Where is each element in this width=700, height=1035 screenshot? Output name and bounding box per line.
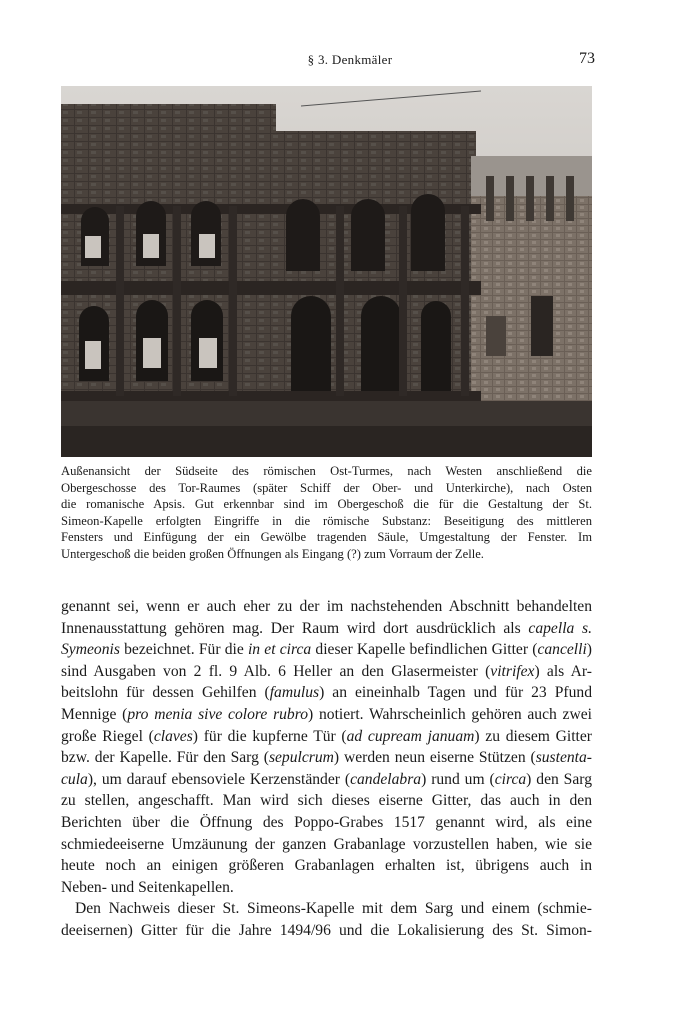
- italic-term: claves: [153, 727, 193, 745]
- body-line: [61, 596, 592, 618]
- text-run: ) werden neun eiserne Stützen (: [333, 749, 536, 767]
- text-run: ): [586, 641, 592, 659]
- body-line: [61, 726, 592, 748]
- text-run: bzw. der Kapelle. Für den Sarg (: [61, 749, 269, 767]
- text-run: Mennige (: [61, 705, 128, 723]
- body-line: [61, 769, 592, 791]
- text-run: heute noch an einigen größeren Grabanlagen erhalten ist, übrigens auch in: [61, 857, 592, 875]
- italic-term: circa: [494, 770, 527, 788]
- body-line: [61, 704, 592, 726]
- body-line: [61, 834, 592, 856]
- text-run: sind Ausgaben von 2 fl. 9 Alb. 6 Heller an den Glasermeister (: [61, 662, 491, 680]
- caption-line: Außenansicht der Südseite des römischen Ost-Turmes, nach Westen anschließend die: [61, 464, 592, 478]
- body-line: [61, 877, 592, 899]
- text-run: Den Nachweis dieser St. Simeons-Kapelle mit dem Sarg und einem (schmie-: [75, 900, 592, 918]
- italic-term: cancelli: [537, 641, 587, 659]
- italic-term: sustenta-: [535, 749, 592, 767]
- text-run: bezeichnet. Für die: [119, 641, 248, 659]
- text-run: ) an eineinhalb Tagen und für 23 Pfund: [319, 684, 592, 702]
- body-line: [61, 790, 592, 812]
- italic-term: capella s.: [528, 619, 593, 637]
- text-run: schmiedeeiserne Umzäunung der ganzen Grabanlage vorzustellen haben, wie sie: [61, 835, 592, 853]
- text-run: große Riegel (: [61, 727, 154, 745]
- text-run: deeisernen) Gitter für die Jahre 1494/96 und die Lokalisierung des St. Simon-: [61, 921, 592, 939]
- text-run: ) den Sarg: [526, 770, 592, 788]
- italic-term: vitrifex: [490, 662, 535, 680]
- italic-term: pro menia sive colore rubro: [127, 705, 309, 723]
- italic-term: cula: [61, 770, 88, 788]
- italic-term: famulus: [269, 684, 320, 702]
- running-head: [0, 50, 700, 70]
- italic-term: in et circa: [247, 641, 312, 659]
- caption-line: die romanische Apsis. Gut erkennbar sind im Obergeschoß die für die Gestaltung der St.: [61, 497, 592, 512]
- body-line: [61, 682, 592, 704]
- italic-term: candelabra: [350, 770, 422, 788]
- text-run: ) zu diesem Gitter: [474, 727, 592, 745]
- body-line: [61, 898, 592, 920]
- text-run: Innenausstattung gehören mag. Der Raum wird dort ausdrücklich als: [61, 619, 529, 637]
- text-run: Neben- und Seitenkapellen.: [61, 878, 234, 896]
- page-number: 73: [579, 50, 595, 67]
- italic-term: sepulcrum: [268, 749, 334, 767]
- caption-line: Fensters und Einfügung der ein Gewölbe tragenden Säule, Umgestaltung der Fenster. Im: [61, 530, 592, 545]
- body-line: [61, 855, 592, 877]
- caption-line: Simeon-Kapelle erfolgten Eingriffe in die römische Substanz: Beseitigung des mittleren: [61, 513, 592, 528]
- text-run: beitslohn für dessen Gehilfen (: [61, 684, 270, 702]
- text-run: zu stellen, angeschafft. Man wird sich dieses eiserne Gitter, das auch in den: [61, 792, 592, 810]
- body-line: [61, 639, 592, 661]
- running-title: § 3. Denkmäler: [307, 52, 393, 67]
- italic-term: Symeonis: [61, 641, 120, 659]
- body-text: [61, 596, 592, 942]
- text-run: ), um darauf ebensoviele Kerzenständer (: [87, 770, 351, 788]
- body-line: [61, 618, 592, 640]
- body-line: [61, 661, 592, 683]
- text-run: dieser Kapelle befindlichen Gitter (: [311, 641, 538, 659]
- photograph-porta-nigra-south-facade: [61, 86, 592, 457]
- caption-line: Untergeschoß die beiden großen Öffnungen als Eingang (?) zum Vorraum der Zelle.: [61, 546, 484, 561]
- text-run: ) notiert. Wahrscheinlich gehören auch zwei: [308, 705, 592, 723]
- body-line: [61, 920, 592, 942]
- text-run: Berichten über die Öffnung des Poppo-Grabes 1517 genannt wird, als eine: [61, 813, 592, 831]
- text-run: ) für die kupferne Tür (: [192, 727, 347, 745]
- text-run: genannt sei, wenn er auch eher zu der im nachstehenden Abschnitt behandelten: [61, 598, 592, 615]
- body-line: [61, 747, 592, 769]
- caption-line: Obergeschosse des Tor-Raumes (später Schiff der Ober- und Unterkirche), nach Osten: [61, 480, 592, 495]
- text-run: ) rund um (: [421, 770, 495, 788]
- figure-caption: [61, 463, 592, 563]
- italic-term: ad cupream januam: [346, 727, 475, 745]
- body-line: [61, 812, 592, 834]
- text-run: ) als Ar-: [534, 662, 592, 680]
